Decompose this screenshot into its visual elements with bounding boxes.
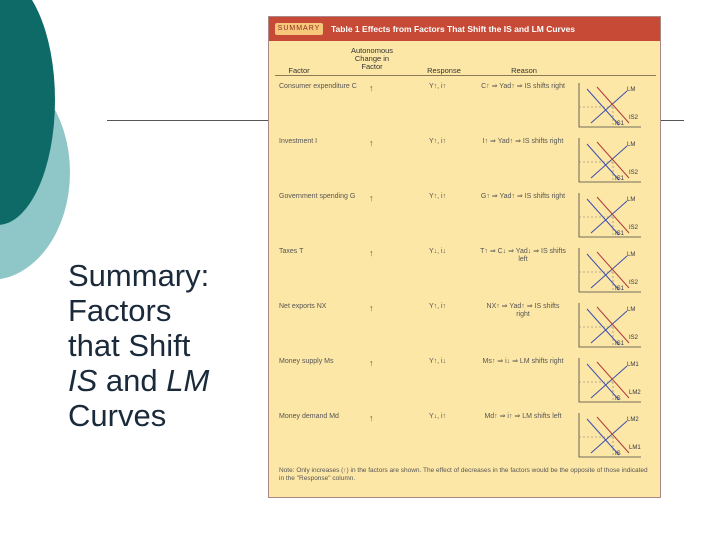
curve-label: IS1 [615, 176, 625, 182]
curve-label: LM [627, 87, 636, 93]
row-change: ↑ [369, 303, 374, 313]
curve-label: IS2 [629, 170, 639, 176]
row-response: Y↑, i↑ [429, 138, 447, 145]
row-response: Y↑, i↓ [429, 358, 447, 365]
col-header-reason: Reason [511, 66, 537, 75]
row-change: ↑ [369, 413, 374, 423]
curve-label: IS2 [629, 335, 639, 341]
row-response: Y↑, i↑ [429, 193, 447, 200]
table-row [269, 354, 661, 410]
row-factor: Taxes T [279, 248, 304, 255]
curve-label: IS [615, 396, 621, 402]
curve-label: LM [627, 252, 636, 258]
header-divider [275, 75, 656, 76]
is-lm-diagram [569, 244, 649, 300]
title-is: IS [68, 363, 98, 398]
summary-badge: SUMMARY [275, 23, 323, 35]
curve-label: LM2 [627, 417, 639, 423]
title-line: Factors [68, 293, 172, 328]
row-factor: Investment I [279, 138, 318, 145]
curve-label: IS1 [615, 341, 625, 347]
table-row [269, 244, 661, 300]
row-change: ↑ [369, 138, 374, 148]
row-reason: NX↑ ⇒ Yad↑ ⇒ IS shifts right [486, 303, 560, 318]
curve-label: LM [627, 142, 636, 148]
title-line: Summary: [68, 258, 210, 293]
table-row [269, 134, 661, 190]
curve-label: IS2 [629, 225, 639, 231]
table-row [269, 299, 661, 355]
summary-table-image [268, 16, 661, 498]
row-change: ↑ [369, 193, 374, 203]
row-reason: Md↑ ⇒ i↑ ⇒ LM shifts left [484, 413, 562, 420]
row-response: Y↓, i↓ [429, 248, 447, 255]
title-and: and [97, 363, 167, 398]
row-reason: Ms↑ ⇒ i↓ ⇒ LM shifts right [482, 358, 564, 365]
title-line: that Shift [68, 328, 191, 363]
row-reason: T↑ ⇒ C↓ ⇒ Yad↓ ⇒ IS shifts left [480, 248, 566, 263]
row-factor: Money demand Md [279, 413, 339, 420]
title-lm: LM [166, 363, 210, 398]
title-line: Curves [68, 398, 167, 433]
table-note: Note: Only increases (↑) in the factors are shown. The effect of decreases in the factors would be the opposite of those indicated in the "Response" column. [279, 467, 648, 482]
row-response: Y↓, i↑ [429, 413, 447, 420]
row-reason: I↑ ⇒ Yad↑ ⇒ IS shifts right [482, 138, 564, 145]
table-row [269, 189, 661, 245]
curve-label: IS1 [615, 121, 625, 127]
curve-label: IS2 [629, 280, 639, 286]
table-row [269, 79, 661, 135]
curve-label: LM2 [629, 390, 641, 396]
is-lm-diagram [569, 354, 649, 410]
row-change: ↑ [369, 83, 374, 93]
curve-label: IS1 [615, 231, 625, 237]
curve-label: IS [615, 451, 621, 457]
curve-label: IS1 [615, 286, 625, 292]
curve-label: LM1 [627, 362, 639, 368]
table-row [269, 409, 661, 465]
title-line [68, 363, 258, 398]
col-header-factor: Factor [288, 66, 310, 75]
is-lm-diagram [569, 189, 649, 245]
row-factor: Consumer expenditure C [279, 83, 357, 90]
row-reason: C↑ ⇒ Yad↑ ⇒ IS shifts right [481, 83, 565, 90]
is-lm-diagram [569, 134, 649, 190]
row-factor: Net exports NX [279, 303, 327, 310]
row-change: ↑ [369, 358, 374, 368]
col-header-change: Autonomous Change in Factor [350, 46, 394, 71]
curve-label: LM [627, 197, 636, 203]
slide-title [68, 258, 258, 433]
row-change: ↑ [369, 248, 374, 258]
curve-label: LM [627, 307, 636, 313]
col-header-response: Response [427, 66, 461, 75]
curve-label: IS2 [629, 115, 639, 121]
row-factor: Money supply Ms [279, 358, 334, 365]
is-lm-diagram [569, 409, 649, 465]
row-response: Y↑, i↑ [429, 303, 447, 310]
is-lm-diagram [569, 79, 649, 135]
is-lm-diagram [569, 299, 649, 355]
table-header-bar [269, 17, 661, 41]
row-reason: G↑ ⇒ Yad↑ ⇒ IS shifts right [480, 193, 566, 200]
row-response: Y↑, i↑ [429, 83, 447, 90]
table-title: Table 1 Effects from Factors That Shift the IS and LM Curves [331, 24, 576, 34]
row-factor: Government spending G [279, 193, 356, 200]
curve-label: LM1 [629, 445, 641, 451]
